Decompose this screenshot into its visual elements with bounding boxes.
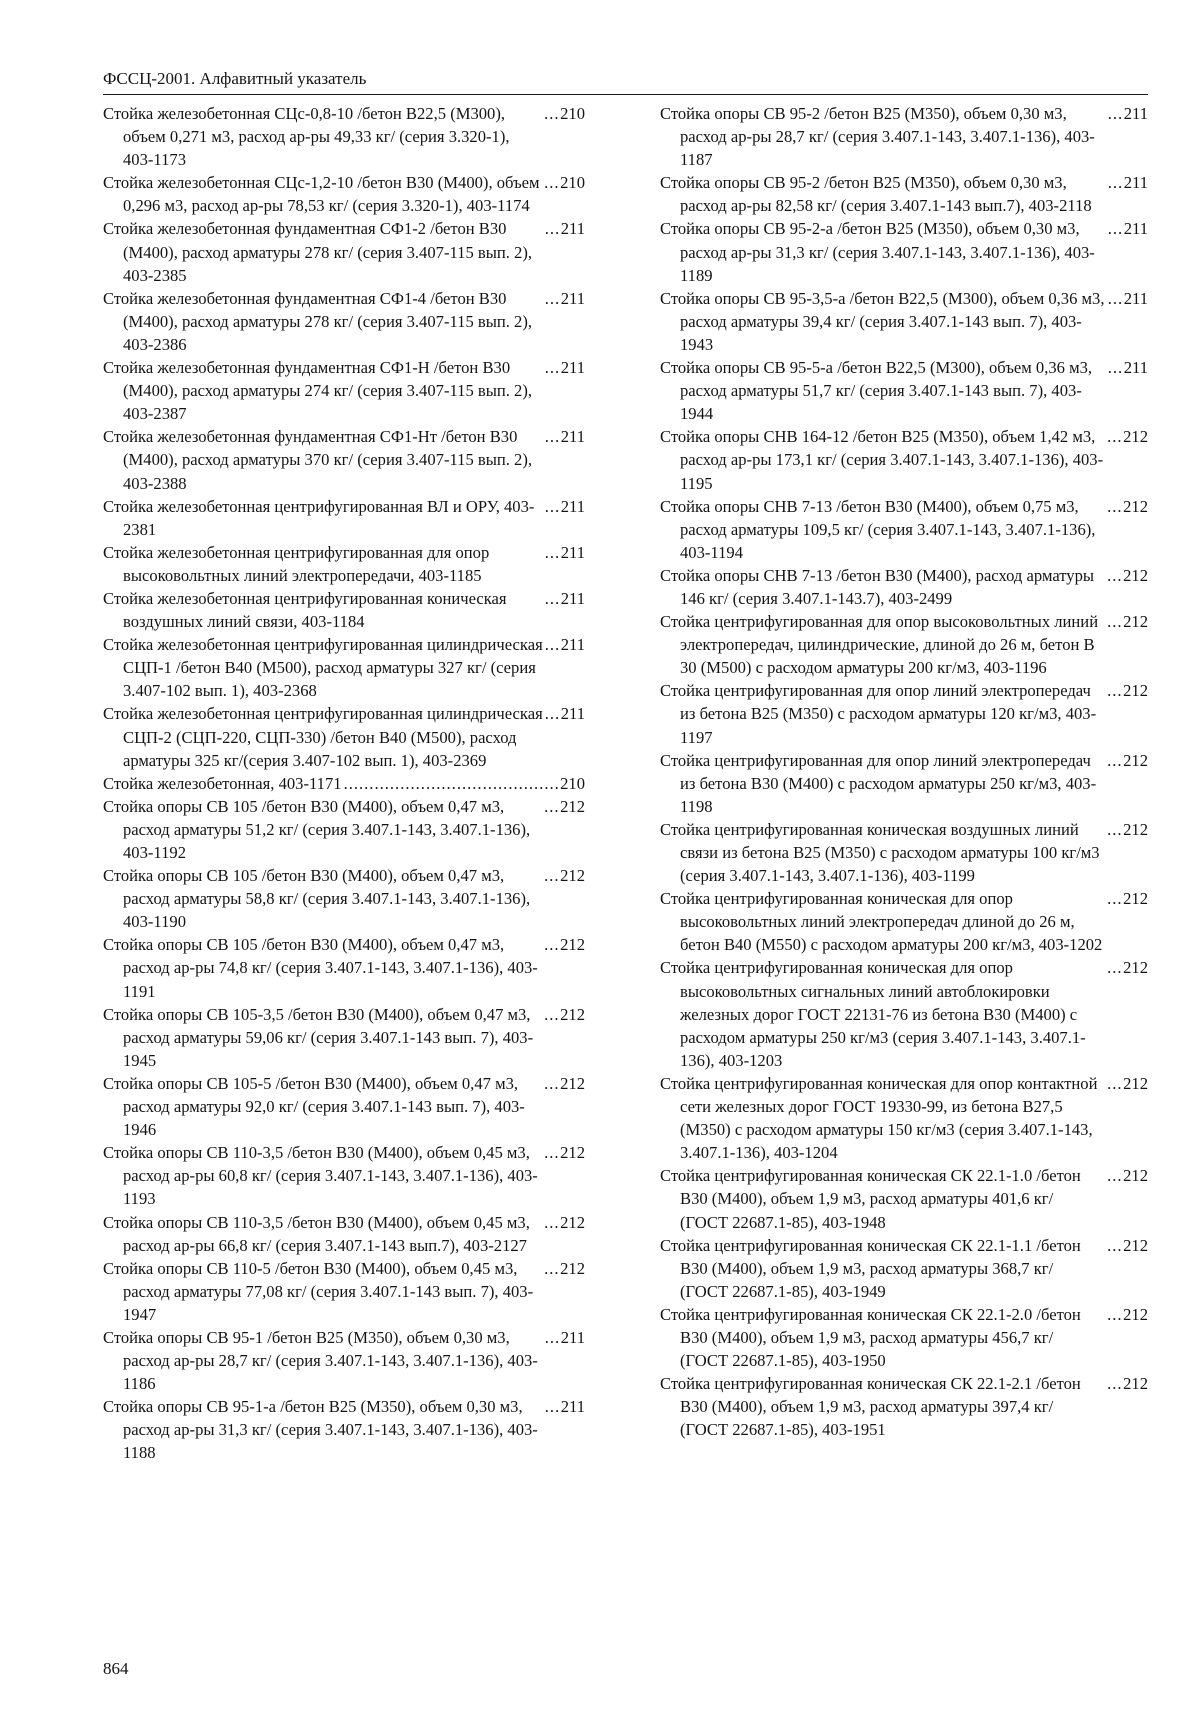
index-entry-text: Стойка железобетонная центрифугированная коническая воздушных линий связи, 403-1184 [103, 588, 507, 632]
index-entry [660, 102, 1148, 171]
dot-leader [1107, 495, 1121, 518]
dot-leader [344, 772, 559, 795]
index-entry [660, 495, 1148, 564]
index-entry [103, 287, 585, 356]
index-entry-page: 211 [560, 588, 585, 608]
dot-leader [1107, 818, 1121, 841]
index-entry [103, 772, 585, 795]
index-entry-text: Стойка опоры СВ 110-3,5 /бетон В30 (М400), объем 0,45 м3, расход ар-ры 66,8 кг/ (серия 3.407.1-143 вып.7), 403-2127 [103, 1212, 530, 1255]
index-entry-page: 212 [1123, 427, 1148, 447]
dot-leader [545, 1395, 559, 1418]
index-entry-page: 212 [1123, 565, 1148, 585]
index-entry-text: Стойка опоры СВ 105 /бетон В30 (М400), объем 0,47 м3, расход ар-ры 74,8 кг/ (серия 3.407.1-143, 3.407.1-136), 403-1191 [103, 935, 538, 1001]
index-entry [103, 1211, 585, 1257]
index-entry [660, 1234, 1148, 1303]
index-entry [660, 1072, 1148, 1164]
dot-leader [544, 933, 558, 956]
index-entry-text: Стойка центрифугированная коническая СК 22.1-1.1 /бетон В30 (М400), объем 1,9 м3, расход арматуры 368,7 кг/ (ГОСТ 22687.1-85), 403-1949 [660, 1235, 1081, 1301]
index-entry-text: Стойка центрифугированная коническая СК 22.1-1.0 /бетон В30 (М400), объем 1,9 м3, расход арматуры 401,6 кг/ (ГОСТ 22687.1-85), 403-1948 [660, 1166, 1081, 1232]
index-entry-page: 211 [1123, 104, 1148, 123]
dot-leader [544, 1072, 558, 1095]
index-entry-page: 211 [560, 288, 585, 308]
index-entry [103, 633, 585, 702]
index-entry-text: Стойка центрифугированная для опор линий электропередач из бетона В30 (М400) с расходом арматуры 250 кг/м3, 403-1198 [660, 750, 1097, 816]
index-entry [103, 1326, 585, 1395]
index-entry [660, 679, 1148, 748]
index-entry [660, 217, 1148, 286]
index-entry [103, 541, 585, 587]
index-entry [103, 933, 585, 1002]
index-entry [660, 356, 1148, 425]
index-entry [103, 864, 585, 933]
dot-leader [1107, 1164, 1121, 1187]
dot-leader [544, 1003, 558, 1026]
index-entry-page: 212 [560, 796, 585, 816]
dot-leader [545, 495, 559, 518]
index-entry-page: 212 [1123, 958, 1148, 978]
index-entry-page: 212 [1123, 1304, 1148, 1324]
index-entry [103, 1141, 585, 1210]
dot-leader [545, 217, 559, 240]
index-entry-text: Стойка центрифугированная коническая воздушных линий связи из бетона В25 (М350) с расходом арматуры 100 кг/м3 (серия 3.407.1-143, 3.407.1-136), 403-1199 [660, 819, 1100, 886]
index-entry [103, 1395, 585, 1464]
dot-leader [544, 1257, 558, 1280]
index-entry-text: Стойка опоры СВ 110-5 /бетон В30 (М400), объем 0,45 м3, расход арматуры 77,08 кг/ (серия 3.407.1-143 вып. 7), 403-1947 [103, 1258, 534, 1324]
index-entry [660, 887, 1148, 956]
index-entry-page: 211 [1123, 173, 1148, 193]
index-entry-page: 211 [1123, 219, 1148, 239]
index-entry-page: 211 [560, 1327, 585, 1347]
index-entry-text: Стойка железобетонная фундаментная СФ1-2 /бетон В30 (М400), расход арматуры 278 кг/ (серия 3.407-115 вып. 2), 403-2385 [103, 219, 533, 285]
index-entry-text: Стойка железобетонная центрифугированная цилиндрическая СЦП-1 /бетон В40 (М500), расход арматуры 327 кг/ (серия 3.407-102 вып. 1), 403-2368 [103, 635, 543, 701]
dot-leader [544, 102, 558, 125]
dot-leader [1107, 1372, 1121, 1395]
index-entry-page: 212 [560, 1258, 585, 1278]
index-entry [660, 610, 1148, 679]
index-entry [660, 956, 1148, 1071]
dot-leader [545, 633, 559, 656]
index-entry-text: Стойка центрифугированная коническая СК 22.1-2.0 /бетон В30 (М400), объем 1,9 м3, расход арматуры 456,7 кг/ (ГОСТ 22687.1-85), 403-1950 [660, 1304, 1081, 1371]
index-entry [103, 1003, 585, 1072]
index-entry-text: Стойка опоры СВ 95-1-а /бетон В25 (М350), объем 0,30 м3, расход ар-ры 31,3 кг/ (серия 3.407.1-143, 3.407.1-136), 403-1188 [103, 1397, 538, 1463]
index-entry [103, 1257, 585, 1326]
index-column-right [660, 102, 1148, 1441]
index-entry-text: Стойка центрифугированная коническая для опор высоковольтных линий электропередач длиной до 26 м, бетон В40 (М550) с расходом арматуры 200 кг/м3, 403-1202 [660, 889, 1103, 955]
index-entry-text: Стойка опоры СНВ 7-13 /бетон В30 (М400), объем 0,75 м3, расход арматуры 109,5 кг/ (серия 3.407.1-143, 3.407.1-136), 403-1194 [660, 496, 1096, 562]
index-entry [103, 795, 585, 864]
index-entry-text: Стойка центрифугированная коническая СК 22.1-2.1 /бетон В30 (М400), объем 1,9 м3, расход арматуры 397,4 кг/ (ГОСТ 22687.1-85), 403-1951 [660, 1374, 1081, 1440]
index-entry-text: Стойка опоры СВ 105-5 /бетон В30 (М400), объем 0,47 м3, расход арматуры 92,0 кг/ (серия 3.407.1-143 вып. 7), 403-1946 [103, 1073, 525, 1140]
dot-leader [1107, 1234, 1121, 1257]
index-entry [660, 171, 1148, 217]
dot-leader [545, 702, 559, 725]
index-entry-page: 211 [1123, 358, 1148, 378]
index-entry-page: 210 [560, 104, 585, 123]
index-entry [660, 1372, 1148, 1441]
dot-leader [544, 171, 558, 194]
index-entry-text: Стойка опоры СВ 95-1 /бетон В25 (М350), объем 0,30 м3, расход ар-ры 28,7 кг/ (серия 3.407.1-143, 3.407.1-136), 403-1186 [103, 1327, 538, 1394]
index-entry-page: 210 [560, 173, 585, 193]
dot-leader [1108, 356, 1122, 379]
index-entry [103, 171, 585, 217]
index-entry [660, 425, 1148, 494]
index-entry-text: Стойка опоры СНВ 164-12 /бетон В25 (М350), объем 1,42 м3, расход ар-ры 173,1 кг/ (серия 3.407.1-143, 3.407.1-136), 403-1195 [660, 427, 1104, 493]
index-entry-text: Стойка опоры СВ 105 /бетон В30 (М400), объем 0,47 м3, расход арматуры 51,2 кг/ (серия 3.407.1-143, 3.407.1-136), 403-1192 [103, 796, 531, 862]
dot-leader [1108, 171, 1122, 194]
index-entry [103, 356, 585, 425]
dot-leader [1107, 956, 1121, 979]
dot-leader [1107, 564, 1121, 587]
index-entry-text: Стойка железобетонная СЦс-0,8-10 /бетон В22,5 (М300), объем 0,271 м3, расход ар-ры 49,33 кг/ (серия 3.320-1), 403-1173 [103, 104, 510, 170]
index-entry-text: Стойка железобетонная фундаментная СФ1-Нт /бетон В30 (М400), расход арматуры 370 кг/ (серия 3.407-115 вып. 2), 403-2388 [103, 427, 533, 493]
dot-leader [545, 541, 559, 564]
index-entry-page: 212 [560, 866, 585, 886]
index-entry-page: 211 [560, 427, 585, 447]
index-entry-page: 211 [560, 1397, 585, 1417]
dot-leader [1108, 287, 1122, 310]
index-entry-page: 212 [1123, 612, 1148, 632]
dot-leader [545, 587, 559, 610]
dot-leader [1107, 610, 1121, 633]
index-entry-text: Стойка опоры СВ 105-3,5 /бетон В30 (М400), объем 0,47 м3, расход арматуры 59,06 кг/ (серия 3.407.1-143 вып. 7), 403-1945 [103, 1004, 534, 1070]
index-entry-text: Стойка центрифугированная для опор линий электропередач из бетона В25 (М350) с расходом арматуры 120 кг/м3, 403-1197 [660, 681, 1097, 747]
index-entry-page: 212 [560, 935, 585, 955]
index-entry-text: Стойка опоры СВ 95-5-а /бетон В22,5 (М300), объем 0,36 м3, расход арматуры 51,7 кг/ (серия 3.407.1-143 вып. 7), 403-1944 [660, 358, 1093, 424]
index-entry-page: 211 [1123, 288, 1148, 308]
index-entry-page: 211 [560, 358, 585, 378]
index-entry-text: Стойка центрифугированная коническая для опор высоковольтных сигнальных линий автоблокировки железных дорог ГОСТ 22131-76 из бетона В30 (М400) с расходом арматуры 250 кг/м3 (серия 3.407.1-143, 3.407.1-136), 403-1203 [660, 958, 1086, 1070]
dot-leader [1108, 217, 1122, 240]
index-entry [103, 1072, 585, 1141]
index-entry-text: Стойка центрифугированная для опор высоковольтных линий электропередач, цилиндрические, длиной до 26 м, бетон В 30 (М500) с расходом арматуры 200 кг/м3, 403-1196 [660, 612, 1099, 678]
index-entry-page: 211 [560, 635, 585, 655]
index-entry-text: Стойка опоры СВ 95-2-а /бетон В25 (М350), объем 0,30 м3, расход ар-ры 31,3 кг/ (серия 3.407.1-143, 3.407.1-136), 403-1189 [660, 219, 1095, 285]
dot-leader [545, 1326, 559, 1349]
index-entry-page: 212 [1123, 819, 1148, 839]
dot-leader [544, 795, 558, 818]
index-entry [660, 1164, 1148, 1233]
index-column-left [103, 102, 585, 1465]
index-entry-page: 212 [560, 1212, 585, 1232]
index-entry-page: 212 [1123, 496, 1148, 516]
dot-leader [1107, 749, 1121, 772]
index-entry-page: 212 [1123, 1374, 1148, 1394]
index-entry [103, 425, 585, 494]
running-header: ФССЦ-2001. Алфавитный указатель [103, 69, 367, 88]
index-entry-text: Стойка железобетонная центрифугированная для опор высоковольтных линий электропередачи, 403-1185 [103, 542, 490, 585]
index-entry-page: 212 [1123, 1073, 1148, 1093]
index-entry [103, 217, 585, 286]
dot-leader [544, 1141, 558, 1164]
index-entry [103, 102, 585, 171]
index-entry-page: 210 [560, 773, 585, 793]
index-entry-text: Стойка железобетонная центрифугированная цилиндрическая СЦП-2 (СЦП-220, СЦП-330) /бетон В40 (М500), расход арматуры 325 кг/(серия 3.407-102 вып. 1), 403-2369 [103, 704, 543, 770]
index-entry-page: 212 [1123, 1166, 1148, 1186]
dot-leader [544, 864, 558, 887]
index-entry-text: Стойка железобетонная центрифугированная ВЛ и ОРУ, 403-2381 [103, 496, 535, 539]
dot-leader [545, 287, 559, 310]
index-entry [660, 287, 1148, 356]
header-rule [103, 94, 1148, 95]
index-entry-text: Стойка центрифугированная коническая для опор контактной сети железных дорог ГОСТ 19330-99, из бетона В27,5 (М350) с расходом арматуры 150 кг/м3 (серия 3.407.1-143, 3.407.1-136), 403-1204 [660, 1073, 1098, 1163]
dot-leader [545, 356, 559, 379]
dot-leader [1107, 679, 1121, 702]
index-entry-page: 212 [560, 1073, 585, 1093]
index-entry-text: Стойка опоры СВ 95-2 /бетон В25 (М350), объем 0,30 м3, расход ар-ры 28,7 кг/ (серия 3.407.1-143, 3.407.1-136), 403-1187 [660, 104, 1095, 170]
index-entry [660, 564, 1148, 610]
index-entry [660, 1303, 1148, 1372]
index-entry [660, 818, 1148, 887]
index-entry [103, 495, 585, 541]
index-entry-page: 211 [560, 219, 585, 239]
index-entry-text: Стойка опоры СВ 95-3,5-а /бетон В22,5 (М300), объем 0,36 м3, расход арматуры 39,4 кг/ (серия 3.407.1-143 вып. 7), 403-1943 [660, 288, 1105, 354]
index-entry-text: Стойка железобетонная, 403-1171 [103, 773, 342, 793]
dot-leader [544, 1211, 558, 1234]
index-entry-text: Стойка опоры СВ 110-3,5 /бетон В30 (М400), объем 0,45 м3, расход ар-ры 60,8 кг/ (серия 3.407.1-143, 3.407.1-136), 403-1193 [103, 1143, 538, 1209]
index-entry-text: Стойка железобетонная фундаментная СФ1-4 /бетон В30 (М400), расход арматуры 278 кг/ (серия 3.407-115 вып. 2), 403-2386 [103, 288, 533, 354]
index-entry-page: 211 [560, 496, 585, 516]
dot-leader [1107, 887, 1121, 910]
index-entry-page: 212 [1123, 889, 1148, 909]
index-entry [103, 702, 585, 771]
dot-leader [1107, 1303, 1121, 1326]
index-entry-text: Стойка железобетонная фундаментная СФ1-Н /бетон В30 (М400), расход арматуры 274 кг/ (серия 3.407-115 вып. 2), 403-2387 [103, 358, 533, 424]
index-entry-page: 212 [1123, 750, 1148, 770]
index-entry-text: Стойка опоры СНВ 7-13 /бетон В30 (М400), расход арматуры 146 кг/ (серия 3.407.1-143.7), 403-2499 [660, 565, 1095, 608]
index-entry-page: 211 [560, 542, 585, 562]
index-entry-text: Стойка железобетонная СЦс-1,2-10 /бетон В30 (М400), объем 0,296 м3, расход ар-ры 78,53 кг/ (серия 3.320-1), 403-1174 [103, 173, 540, 216]
page-number: 864 [103, 1659, 129, 1678]
index-entry-page: 212 [1123, 1235, 1148, 1255]
index-entry-page: 212 [560, 1004, 585, 1024]
index-entry-page: 212 [1123, 681, 1148, 701]
dot-leader [1107, 1072, 1121, 1095]
index-entry-page: 211 [560, 704, 585, 724]
dot-leader [545, 425, 559, 448]
index-entry [660, 749, 1148, 818]
index-entry [103, 587, 585, 633]
index-entry-page: 212 [560, 1143, 585, 1163]
index-entry-text: Стойка опоры СВ 105 /бетон В30 (М400), объем 0,47 м3, расход арматуры 58,8 кг/ (серия 3.407.1-143, 3.407.1-136), 403-1190 [103, 866, 531, 932]
dot-leader [1107, 425, 1121, 448]
index-entry-text: Стойка опоры СВ 95-2 /бетон В25 (М350), объем 0,30 м3, расход ар-ры 82,58 кг/ (серия 3.407.1-143 вып.7), 403-2118 [660, 173, 1092, 216]
dot-leader [1108, 102, 1122, 125]
